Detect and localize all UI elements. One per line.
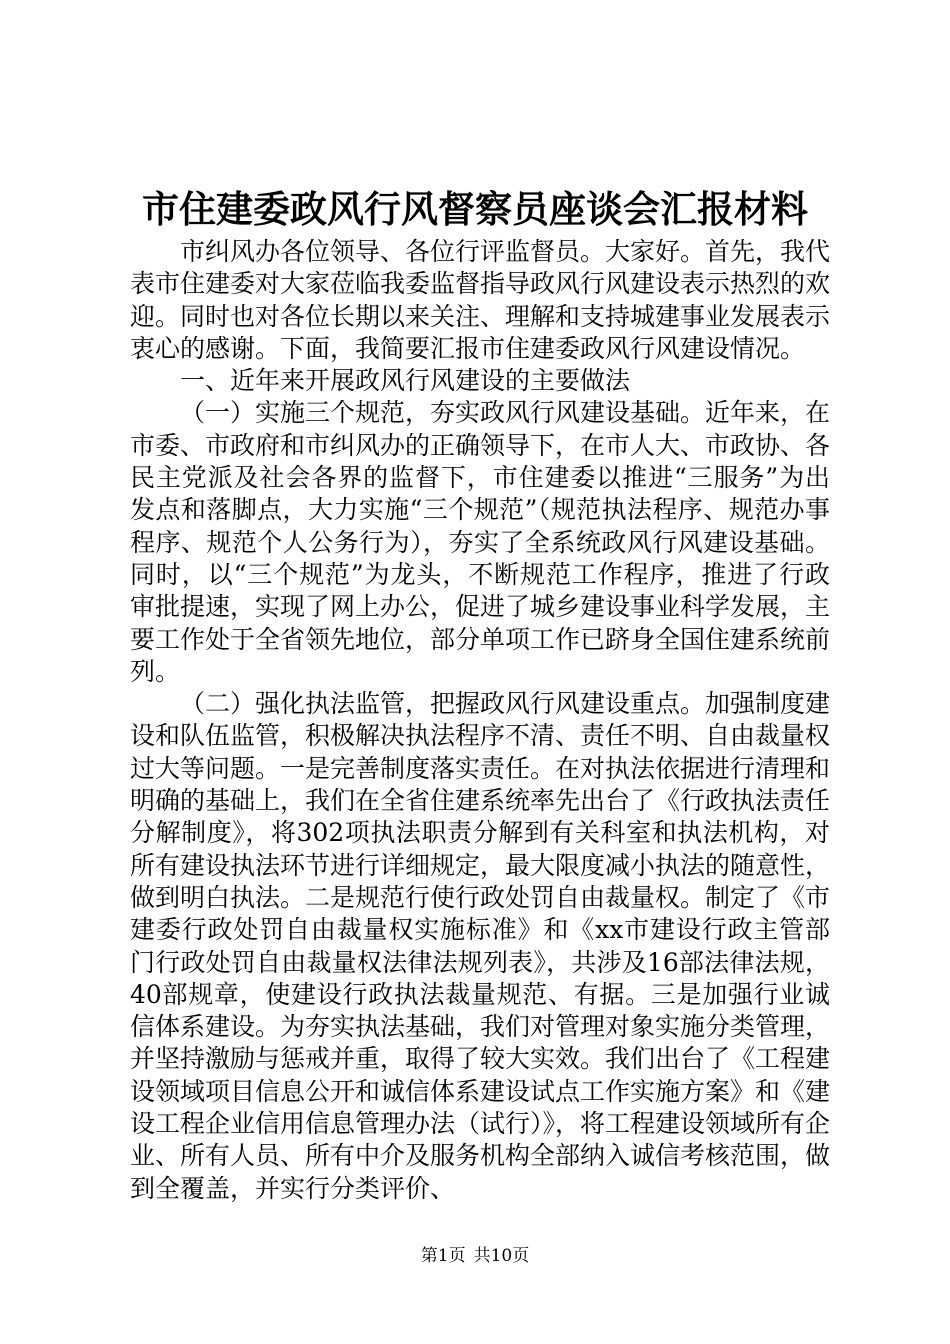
page-footer [0,1244,950,1268]
page-number: 第1页 [420,1246,466,1266]
paragraph-intro: 市纠风办各位领导、各位行评监督员。大家好。首先，我代表市住建委对大家莅临我委监督指导政风行风建设表示热烈的欢迎。同时也对各位长期以来关注、理解和支持城建事业发展表示衷心的感谢。下面，我简要汇报市住建委政风行风建设情况。 [130,237,831,363]
section-heading: 一、近年来开展政风行风建设的主要做法 [180,366,631,396]
document-body [130,236,830,1205]
document-title: 市住建委政风行风督察员座谈会汇报材料 [142,187,808,231]
paragraph-section-1: （一）实施三个规范，夯实政风行风建设基础。近年来，在市委、市政府和市纠风办的正确领导下，在市人大、市政协、各民主党派及社会各界的监督下，市住建委以推进“三服务”为出发点和落脚点，大力实施“三个规范”（规范执法程序、规范办事程序、规范个人公务行为），夯实了全系统政风行风建设基础。同时，以“三个规范”为龙头，不断规范工作程序，推进了行政审批提速，实现了网上办公，促进了城乡建设事业科学发展，主要工作处于全省领先地位，部分单项工作已跻身全国住建系统前列。 [130,398,831,686]
page-total: 共10页 [473,1246,530,1266]
paragraph-section-2: （二）强化执法监管，把握政风行风建设重点。加强制度建设和队伍监管，积极解决执法程序不清、责任不明、自由裁量权过大等问题。一是完善制度落实责任。在对执法依据进行清理和明确的基础上，我们在全省住建系统率先出台了《行政执法责任分解制度》，将302项执法职责分解到有关科室和执法机构，对所有建设执法环节进行详细规定，最大限度减小执法的随意性，做到明白执法。二是规范行使行政处罚自由裁量权。制定了《市建委行政处罚自由裁量权实施标准》和《xx市建设行政主管部门行政处罚自由裁量权法律法规列表》，共涉及16部法律法规，40部规章，使建设行政执法裁量规范、有据。三是加强行业诚信体系建设。为夯实执法基础，我们对管理对象实施分类管理，并坚持激励与惩戒并重，取得了较大实效。我们出台了《工程建设领域项目信息公开和诚信体系建设试点工作实施方案》和《建设工程企业信用信息管理办法（试行）》，将工程建设领域所有企业、所有人员、所有中介及服务机构全部纳入诚信考核范围，做到全覆盖，并实行分类评价、 [130,689,831,1203]
